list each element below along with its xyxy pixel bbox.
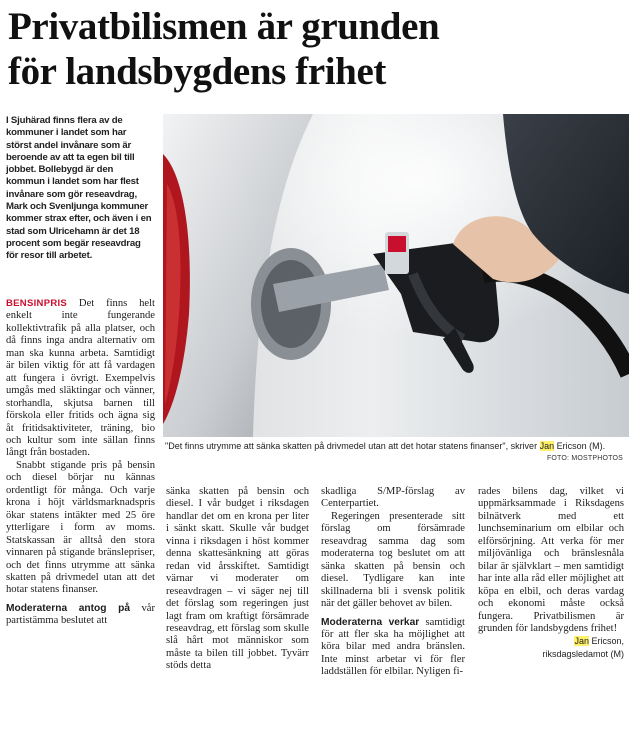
photo-credit: FOTO: MOSTPHOTOS <box>546 454 623 462</box>
col4-paragraph-1: rades bilens dag, vilket vi uppmärksammade i Riksdagens bilnätverk med ett lunchseminarium om elbilar och elförsörjning. Att verka för mer miljövänliga och bränslesnåla bilar är självklart – men samtidigt har inte alla råd eller möjlighet att köpa en elbil, och deras vardag och ekonomi måste också fungera. Privatbilismen är grunden för landsbygdens frihet! <box>478 486 624 634</box>
caption-text: "Det finns utrymme att sänka skatten på drivmedel utan att det hotar statens finanser", skriver <box>165 441 540 451</box>
fuel-nozzle-photo <box>163 114 629 437</box>
col3-subhead: Moderaterna verkar <box>321 616 420 628</box>
col2-paragraph-1: sänka skatten på bensin och diesel. I vår budget i riksdagen handlar det om en krona per liter i sänkt skatt. Skulle vår budget vinna i riksdagen i höst kommer denna skattesänkning att göras redan vid årsskiftet. Samtidigt värnar vi moderater om reseavdragen – vi säger nej till det förslag som regeringen just lagt fram om kraftigt försämrade reseavdrag, ett förslag som skulle slå hårt mot människor som måste ta bilen till jobbet. Tyvärr stöds detta <box>166 486 309 672</box>
col3-paragraph-3 <box>321 617 465 679</box>
col1-p1-text: Det finns helt enkelt inte fungerande kollektivtrafik på alla platser, och då finns inga andra alternativ om man ska kunna arbeta. Samtidigt är bilen viktig för att få vardagen att fungera i övrigt. Exempelvis umgås med släktingar och vänner, storhandla, skjutsa barnen till förskola eller fritids och ägna sig åt fritidsaktiviteter, träning, bio och kultur som inte sällan finns långt från bostaden. <box>6 298 155 459</box>
column-2 <box>166 486 309 673</box>
signature <box>478 635 624 660</box>
signature-first-name: Jan <box>574 636 589 647</box>
column-4 <box>478 486 624 660</box>
column-3 <box>321 486 465 679</box>
photo-illustration <box>163 114 629 437</box>
photo-caption <box>165 441 627 462</box>
headline <box>8 4 628 94</box>
signature-role: riksdagsledamot (M) <box>542 648 624 659</box>
col1-p3-text: vår partistämma beslutet att <box>6 602 155 627</box>
col1-paragraph-3 <box>6 603 155 628</box>
col1-paragraph-2: Snabbt stigande pris på bensin och diesel börjar nu kännas ordentligt för många. Och varje krona i höjt världsmarknadspris ökar statens intäkter med 25 öre ytterligare i form av moms. Statskassan är alltså den stora vinnaren på stigande bränslepriser, och det finns utrymme att sänka skatten på drivmedel utan att det hotar statens finanser. <box>6 459 155 596</box>
headline-line-2: för landsbygdens frihet <box>8 50 386 93</box>
col1-subhead: Moderaterna antog på <box>6 602 131 614</box>
col3-paragraph-2: Regeringen presenterade sitt förslag om försämrade reseavdrag samma dag som moderaterna tog beslutet om att sänka skatten på bensin och diesel. Tydligare kan inte skillnaderna bli i svensk politik när det gäller behovet av bilen. <box>321 510 465 610</box>
col1-paragraph-1 <box>6 298 155 460</box>
caption-author-rest: Ericson (M). <box>554 441 606 451</box>
signature-name <box>478 635 624 647</box>
col3-p3-text: samtidigt för att fler ska ha möjlighet att köra bilar med andra bränslen. Inte minst arbetar vi för fler laddställen för elbilar. Nyligen fi- <box>321 616 465 678</box>
column-1 <box>6 298 155 628</box>
caption-author-first: Jan <box>539 441 555 451</box>
col3-paragraph-1: skadliga S/MP-förslag av Centerpartiet. <box>321 486 465 510</box>
signature-last-name: Ericson, <box>588 636 624 647</box>
headline-line-1: Privatbilismen är grunden <box>8 5 440 48</box>
lede-text: I Sjuhärad finns flera av de kommuner i landet som har störst andel invånare som är beroende av att ta egen bil till jobbet. Bollebygd är den kommun i landet som har flest invånare som gör reseavdrag, Mark och Svenljunga kommuner kommer strax efter, och även i en stad som Ulricehamn är det 18 procent som begär reseavdrag för resor till arbetet. <box>6 115 152 262</box>
kicker-label: BENSINPRIS <box>6 298 68 309</box>
